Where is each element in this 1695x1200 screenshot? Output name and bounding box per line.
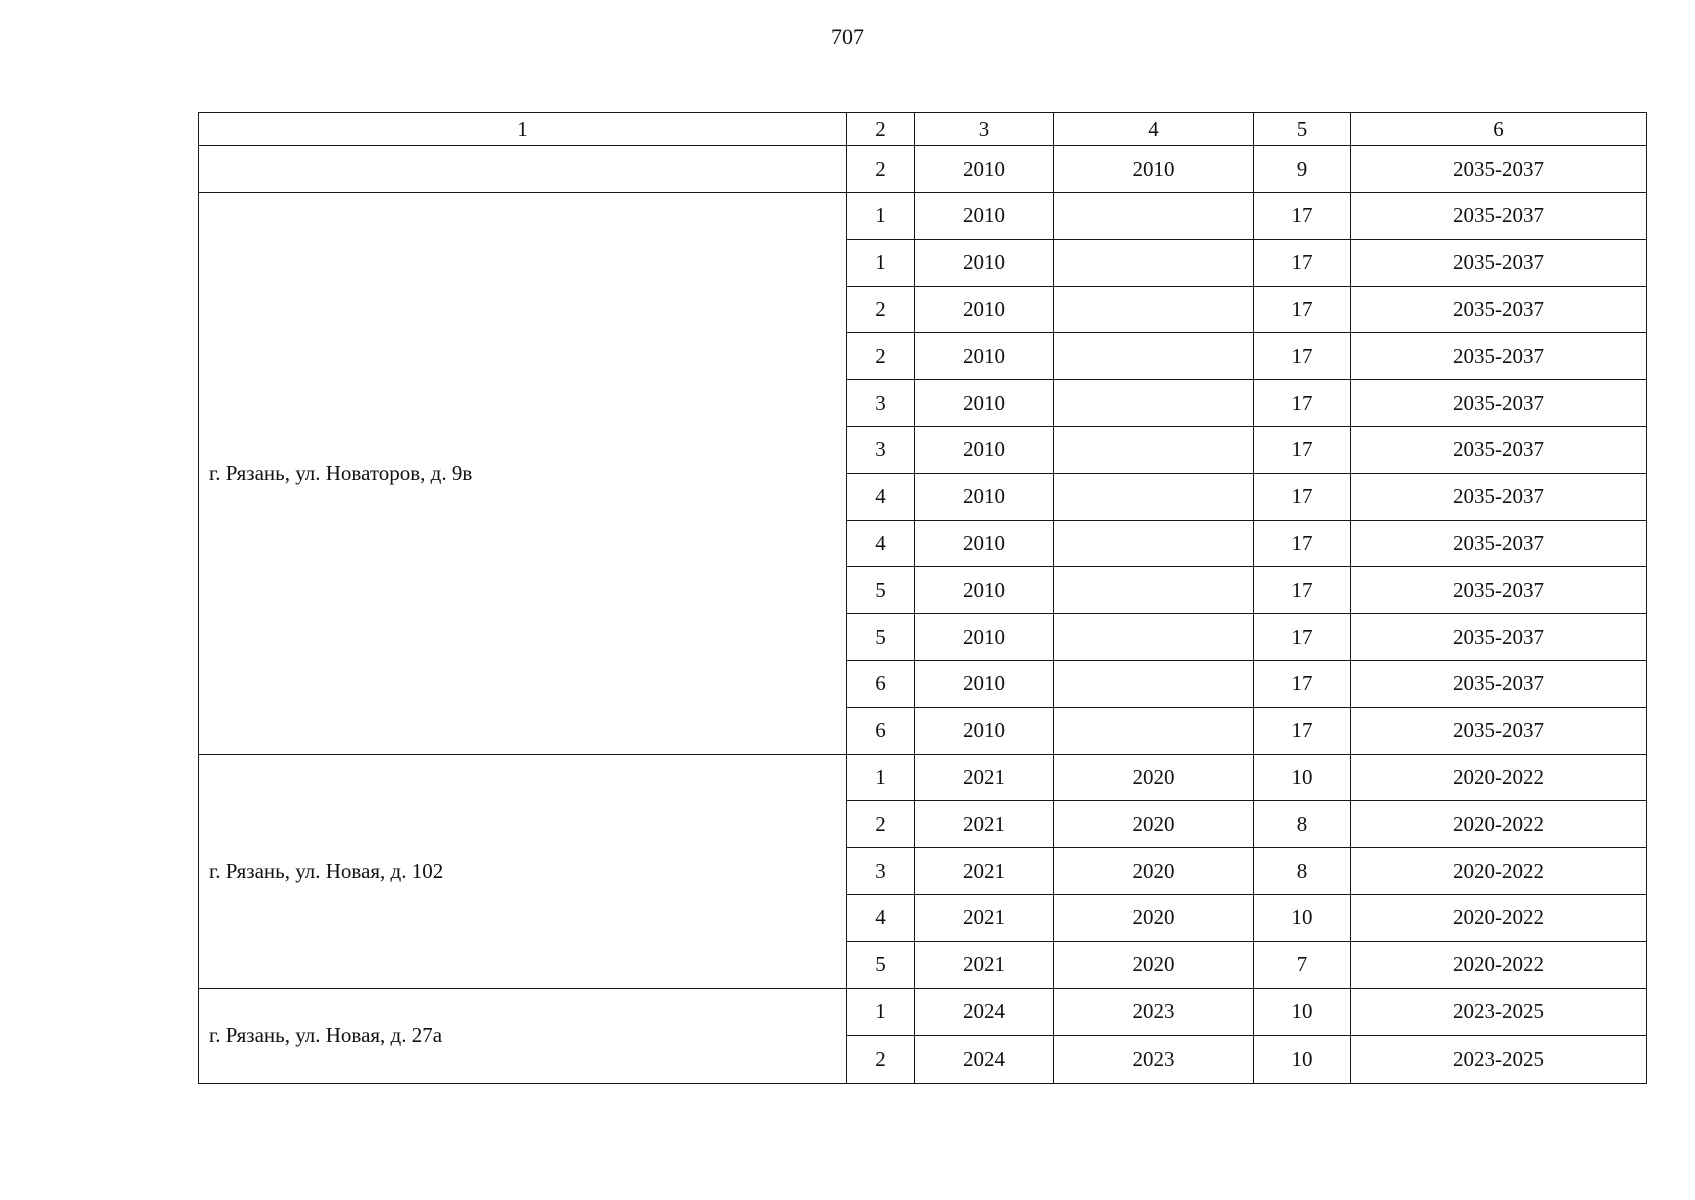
cell-col-3: 2024 bbox=[915, 1036, 1054, 1084]
address-cell: г. Рязань, ул. Новая, д. 27а bbox=[199, 988, 847, 1083]
cell-col-5: 17 bbox=[1254, 473, 1351, 520]
cell-col-2: 6 bbox=[847, 707, 915, 754]
cell-col-5: 10 bbox=[1254, 894, 1351, 941]
cell-col-4 bbox=[1054, 520, 1254, 567]
cell-col-3: 2010 bbox=[915, 473, 1054, 520]
cell-col-6: 2035-2037 bbox=[1351, 239, 1647, 286]
cell-col-6: 2035-2037 bbox=[1351, 286, 1647, 333]
cell-col-3: 2021 bbox=[915, 941, 1054, 988]
cell-col-3: 2010 bbox=[915, 567, 1054, 614]
header-row bbox=[199, 113, 1647, 146]
header-cell-5: 5 bbox=[1254, 113, 1351, 146]
cell-col-5: 8 bbox=[1254, 801, 1351, 848]
table-row bbox=[199, 193, 1647, 240]
cell-col-6: 2020-2022 bbox=[1351, 848, 1647, 895]
cell-col-2: 1 bbox=[847, 193, 915, 240]
header-cell-1: 1 bbox=[199, 113, 847, 146]
cell-col-3: 2024 bbox=[915, 988, 1054, 1036]
cell-col-2: 1 bbox=[847, 239, 915, 286]
cell-col-5: 10 bbox=[1254, 1036, 1351, 1084]
cell-col-2: 2 bbox=[847, 333, 915, 380]
cell-col-2: 5 bbox=[847, 567, 915, 614]
cell-col-4: 2020 bbox=[1054, 941, 1254, 988]
cell-col-5: 17 bbox=[1254, 239, 1351, 286]
cell-col-6: 2035-2037 bbox=[1351, 614, 1647, 661]
cell-col-5: 17 bbox=[1254, 520, 1351, 567]
cell-col-3: 2010 bbox=[915, 614, 1054, 661]
cell-col-6: 2020-2022 bbox=[1351, 754, 1647, 801]
cell-col-6: 2020-2022 bbox=[1351, 941, 1647, 988]
cell-col-5: 17 bbox=[1254, 426, 1351, 473]
cell-col-6: 2035-2037 bbox=[1351, 380, 1647, 427]
cell-col-2: 3 bbox=[847, 426, 915, 473]
cell-col-6: 2035-2037 bbox=[1351, 520, 1647, 567]
table-row bbox=[199, 146, 1647, 193]
page-number: 707 bbox=[831, 24, 864, 49]
cell-col-2: 6 bbox=[847, 660, 915, 707]
cell-col-6: 2035-2037 bbox=[1351, 567, 1647, 614]
cell-col-3: 2010 bbox=[915, 707, 1054, 754]
cell-col-4 bbox=[1054, 239, 1254, 286]
cell-col-4 bbox=[1054, 286, 1254, 333]
cell-col-3: 2010 bbox=[915, 520, 1054, 567]
data-table bbox=[198, 112, 1647, 1084]
cell-col-5: 17 bbox=[1254, 286, 1351, 333]
cell-col-6: 2020-2022 bbox=[1351, 801, 1647, 848]
cell-col-6: 2035-2037 bbox=[1351, 660, 1647, 707]
cell-col-4 bbox=[1054, 333, 1254, 380]
cell-col-4 bbox=[1054, 193, 1254, 240]
cell-col-6: 2035-2037 bbox=[1351, 333, 1647, 380]
cell-col-2: 4 bbox=[847, 894, 915, 941]
cell-col-6: 2020-2022 bbox=[1351, 894, 1647, 941]
cell-col-5: 17 bbox=[1254, 193, 1351, 240]
cell-col-5: 17 bbox=[1254, 333, 1351, 380]
address-cell: г. Рязань, ул. Новаторов, д. 9в bbox=[199, 193, 847, 755]
cell-col-2: 3 bbox=[847, 848, 915, 895]
cell-col-5: 10 bbox=[1254, 754, 1351, 801]
cell-col-3: 2010 bbox=[915, 380, 1054, 427]
cell-col-2: 2 bbox=[847, 801, 915, 848]
cell-col-5: 17 bbox=[1254, 567, 1351, 614]
cell-col-4: 2010 bbox=[1054, 146, 1254, 193]
cell-col-3: 2010 bbox=[915, 426, 1054, 473]
cell-col-4: 2020 bbox=[1054, 801, 1254, 848]
cell-col-2: 4 bbox=[847, 473, 915, 520]
cell-col-5: 17 bbox=[1254, 660, 1351, 707]
cell-col-4: 2023 bbox=[1054, 988, 1254, 1036]
cell-col-3: 2010 bbox=[915, 146, 1054, 193]
cell-col-6: 2035-2037 bbox=[1351, 146, 1647, 193]
cell-col-3: 2010 bbox=[915, 239, 1054, 286]
cell-col-2: 1 bbox=[847, 754, 915, 801]
cell-col-2: 3 bbox=[847, 380, 915, 427]
cell-col-4 bbox=[1054, 707, 1254, 754]
cell-col-4 bbox=[1054, 660, 1254, 707]
cell-col-2: 5 bbox=[847, 941, 915, 988]
header-cell-2: 2 bbox=[847, 113, 915, 146]
cell-col-3: 2010 bbox=[915, 333, 1054, 380]
cell-col-4: 2023 bbox=[1054, 1036, 1254, 1084]
cell-col-5: 17 bbox=[1254, 380, 1351, 427]
cell-col-5: 9 bbox=[1254, 146, 1351, 193]
cell-col-4 bbox=[1054, 380, 1254, 427]
cell-col-5: 8 bbox=[1254, 848, 1351, 895]
cell-col-6: 2035-2037 bbox=[1351, 193, 1647, 240]
cell-col-2: 2 bbox=[847, 1036, 915, 1084]
cell-col-2: 4 bbox=[847, 520, 915, 567]
cell-col-3: 2021 bbox=[915, 754, 1054, 801]
cell-col-4 bbox=[1054, 426, 1254, 473]
cell-col-4: 2020 bbox=[1054, 894, 1254, 941]
cell-col-4: 2020 bbox=[1054, 848, 1254, 895]
cell-col-5: 17 bbox=[1254, 707, 1351, 754]
cell-col-4 bbox=[1054, 614, 1254, 661]
address-cell bbox=[199, 146, 847, 193]
cell-col-5: 7 bbox=[1254, 941, 1351, 988]
header-cell-6: 6 bbox=[1351, 113, 1647, 146]
cell-col-6: 2023-2025 bbox=[1351, 988, 1647, 1036]
cell-col-6: 2035-2037 bbox=[1351, 707, 1647, 754]
cell-col-3: 2021 bbox=[915, 848, 1054, 895]
cell-col-4 bbox=[1054, 473, 1254, 520]
cell-col-5: 10 bbox=[1254, 988, 1351, 1036]
cell-col-3: 2021 bbox=[915, 801, 1054, 848]
header-cell-3: 3 bbox=[915, 113, 1054, 146]
table-row bbox=[199, 754, 1647, 801]
cell-col-6: 2035-2037 bbox=[1351, 426, 1647, 473]
table-body bbox=[199, 113, 1647, 1084]
cell-col-2: 2 bbox=[847, 146, 915, 193]
cell-col-6: 2035-2037 bbox=[1351, 473, 1647, 520]
cell-col-4 bbox=[1054, 567, 1254, 614]
cell-col-6: 2023-2025 bbox=[1351, 1036, 1647, 1084]
cell-col-2: 2 bbox=[847, 286, 915, 333]
cell-col-2: 5 bbox=[847, 614, 915, 661]
cell-col-2: 1 bbox=[847, 988, 915, 1036]
header-cell-4: 4 bbox=[1054, 113, 1254, 146]
cell-col-3: 2010 bbox=[915, 286, 1054, 333]
cell-col-3: 2021 bbox=[915, 894, 1054, 941]
cell-col-4: 2020 bbox=[1054, 754, 1254, 801]
address-cell: г. Рязань, ул. Новая, д. 102 bbox=[199, 754, 847, 988]
table-row bbox=[199, 988, 1647, 1036]
cell-col-3: 2010 bbox=[915, 193, 1054, 240]
cell-col-5: 17 bbox=[1254, 614, 1351, 661]
cell-col-3: 2010 bbox=[915, 660, 1054, 707]
